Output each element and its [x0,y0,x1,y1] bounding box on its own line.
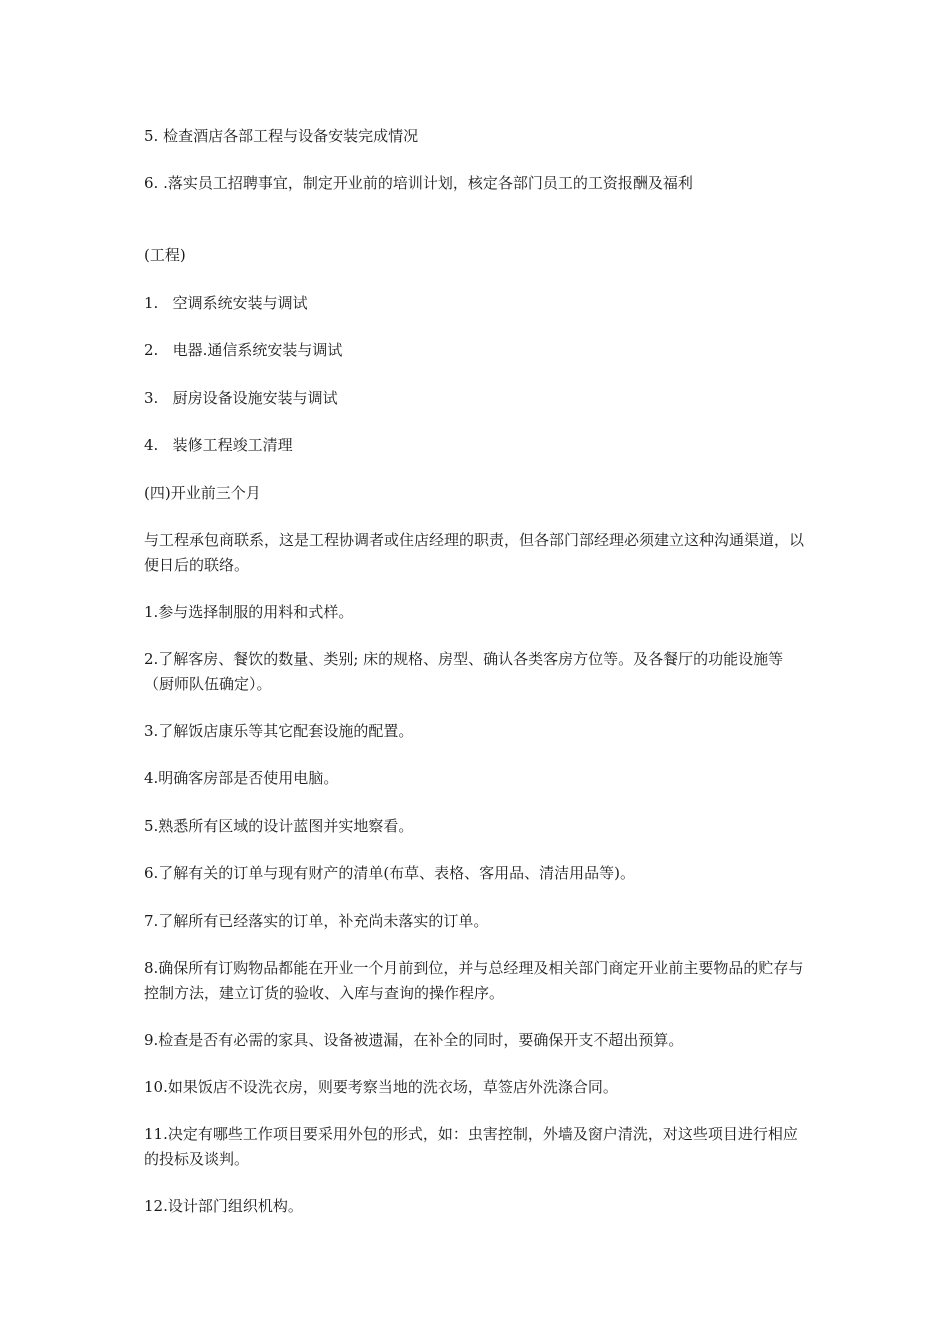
paragraph-staff-recruitment: 6. .落实员工招聘事宜，制定开业前的培训计划，核定各部门员工的工资报酬及福利 [144,174,693,192]
engineering-item-1: 1. 空调系统安装与调试 [144,294,308,312]
list-item-6: 6.了解有关的订单与现有财产的清单(布草、表格、客用品、清洁用品等)。 [144,864,636,882]
section-heading-engineering: (工程) [144,246,186,264]
list-item-9: 9.检查是否有必需的家具、设备被遗漏，在补全的同时，要确保开支不超出预算。 [144,1031,684,1049]
list-item-5: 5.熟悉所有区域的设计蓝图并实地察看。 [144,817,414,835]
section-heading-three-months: (四)开业前三个月 [144,484,261,502]
list-item-1: 1.参与选择制服的用料和式样。 [144,603,354,621]
engineering-item-3: 3. 厨房设备设施安装与调试 [144,389,338,407]
list-item-8: 8.确保所有订购物品都能在开业一个月前到位，并与总经理及相关部门商定开业前主要物品的贮存与控制方法，建立订货的验收、入库与查询的操作程序。 [144,959,804,1002]
list-item-4: 4.明确客房部是否使用电脑。 [144,769,339,787]
list-item-11: 11.决定有哪些工作项目要采用外包的形式，如：虫害控制，外墙及窗户清洗，对这些项目进行相应的投标及谈判。 [144,1125,798,1168]
list-item-12: 12.设计部门组织机构。 [144,1197,303,1215]
engineering-item-4: 4. 装修工程竣工清理 [144,436,293,454]
list-item-2: 2.了解客房、餐饮的数量、类别; 床的规格、房型、确认各类客房方位等。及各餐厅的功能设施等（厨师队伍确定）。 [144,650,784,693]
list-item-7: 7.了解所有已经落实的订单，补充尚未落实的订单。 [144,912,489,930]
list-item-10: 10.如果饭店不设洗衣房，则要考察当地的洗衣场，草签店外洗涤合同。 [144,1078,618,1096]
paragraph-inspect-engineering: 5. 检查酒店各部工程与设备安装完成情况 [144,127,419,145]
engineering-item-2: 2. 电器.通信系统安装与调试 [144,341,343,359]
list-item-3: 3.了解饭店康乐等其它配套设施的配置。 [144,722,414,740]
paragraph-contractor-contact: 与工程承包商联系，这是工程协调者或住店经理的职责，但各部门部经理必须建立这种沟通渠道，以便日后的联络。 [144,531,805,574]
